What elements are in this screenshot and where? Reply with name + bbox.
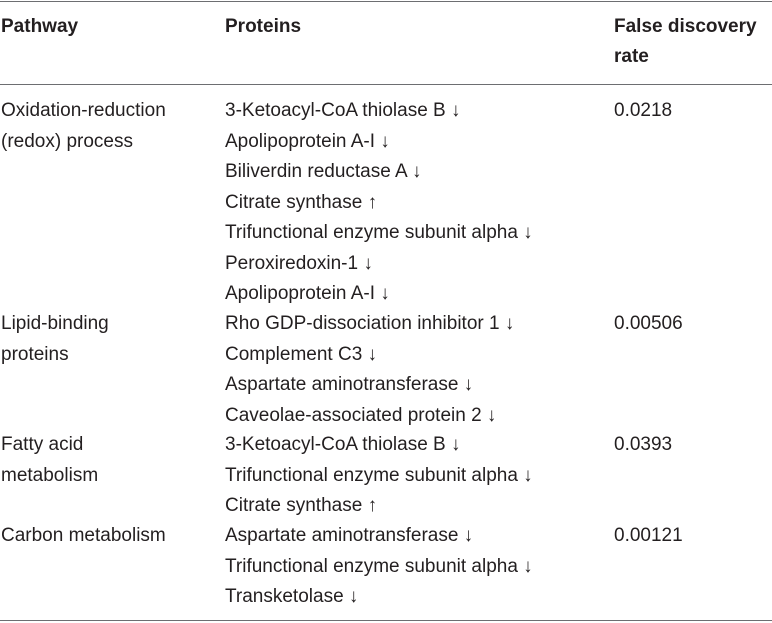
fdr-cell: 0.0218 bbox=[614, 100, 673, 121]
header-pathway: Pathway bbox=[1, 16, 79, 37]
protein-item: Aspartate aminotransferase ↓ bbox=[225, 525, 474, 546]
protein-item: Rho GDP-dissociation inhibitor 1 ↓ bbox=[225, 313, 515, 334]
protein-item: 3-Ketoacyl-CoA thiolase B ↓ bbox=[225, 100, 461, 121]
protein-item: Aspartate aminotransferase ↓ bbox=[225, 374, 474, 395]
pathway-cell bbox=[1, 96, 201, 157]
protein-item: Trifunctional enzyme subunit alpha ↓ bbox=[225, 555, 533, 577]
protein-item: Trifunctional enzyme subunit alpha ↓ bbox=[225, 222, 533, 243]
pathway-cell bbox=[1, 430, 201, 491]
pathway-name-line-2: metabolism bbox=[1, 464, 99, 486]
header-fdr-line-2: rate bbox=[614, 46, 649, 67]
proteins-cell bbox=[225, 96, 605, 310]
protein-item: Apolipoprotein A-I ↓ bbox=[225, 130, 390, 152]
protein-item: Apolipoprotein A-I ↓ bbox=[225, 283, 390, 304]
pathway-name-line-1: Carbon metabolism bbox=[1, 525, 166, 546]
fdr-cell: 0.00506 bbox=[614, 313, 683, 334]
protein-item: Peroxiredoxin-1 ↓ bbox=[225, 252, 373, 274]
table-bottom-rule bbox=[0, 620, 772, 621]
pathway-name-line-1: Lipid-binding bbox=[1, 313, 109, 334]
pathway-cell bbox=[1, 521, 201, 552]
protein-item: Citrate synthase ↑ bbox=[225, 191, 378, 213]
protein-item: Citrate synthase ↑ bbox=[225, 495, 378, 516]
header-proteins: Proteins bbox=[225, 16, 302, 37]
protein-item: Caveolae-associated protein 2 ↓ bbox=[225, 404, 497, 426]
pathway-name-line-1: Fatty acid bbox=[1, 434, 84, 455]
pathway-name-line-2: proteins bbox=[1, 343, 69, 365]
header-fdr-line-1: False discovery bbox=[614, 16, 757, 37]
pathway-name-line-2: (redox) process bbox=[1, 130, 133, 152]
header-divider-rule bbox=[0, 84, 772, 85]
header-false-discovery-rate bbox=[614, 12, 772, 72]
protein-item: Transketolase ↓ bbox=[225, 586, 359, 607]
protein-item: Biliverdin reductase A ↓ bbox=[225, 161, 422, 182]
pathway-cell bbox=[1, 309, 201, 370]
protein-item: 3-Ketoacyl-CoA thiolase B ↓ bbox=[225, 434, 461, 455]
proteins-cell bbox=[225, 309, 605, 431]
proteins-cell bbox=[225, 521, 605, 613]
fdr-cell: 0.0393 bbox=[614, 434, 673, 455]
fdr-cell: 0.00121 bbox=[614, 525, 683, 546]
pathway-name-line-1: Oxidation-reduction bbox=[1, 100, 166, 121]
table-top-rule bbox=[0, 1, 772, 2]
protein-item: Complement C3 ↓ bbox=[225, 343, 378, 365]
proteins-cell bbox=[225, 430, 605, 522]
protein-item: Trifunctional enzyme subunit alpha ↓ bbox=[225, 464, 533, 486]
